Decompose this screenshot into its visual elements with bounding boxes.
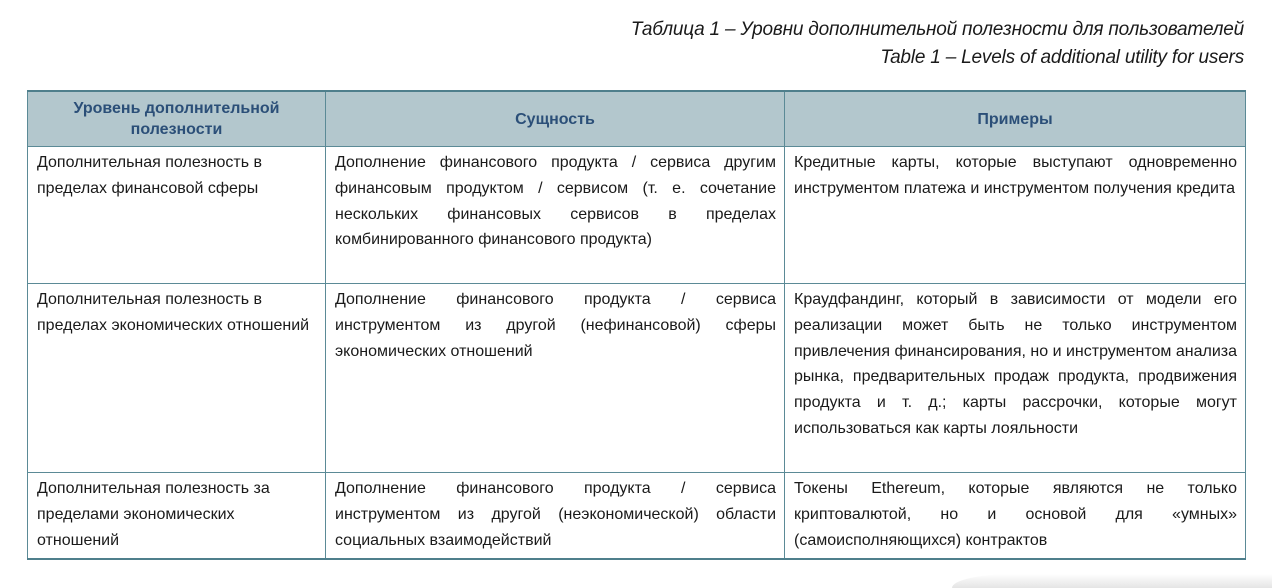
table-row [28,147,1246,284]
header-essence: Сущность [326,91,785,147]
caption-ru: Таблица 1 – Уровни дополнительной полезности для пользователей [630,19,1244,40]
table-row [28,284,1246,473]
header-examples: Примеры [785,91,1246,147]
cell-level: Дополнительная полезность в пределах экономических отношений [28,284,326,473]
page-curl-shadow [952,574,1272,588]
header-level: Уровень дополнительной полезности [28,91,326,147]
cell-examples: Кредитные карты, которые выступают одновременно инструментом платежа и инструментом получения кредита [785,147,1246,284]
utility-levels-table [27,90,1246,560]
table-row [28,473,1246,560]
cell-level: Дополнительная полезность в пределах финансовой сферы [28,147,326,284]
table-header-row [28,91,1246,147]
cell-examples: Краудфандинг, который в зависимости от модели его реализации может быть не только инструментом привлечения финансирования, но и инструментом анализа рынка, предварительных продаж продукта, продвижения продукта и т. д.; карты рассрочки, которые могут использоваться как карты лояльности [785,284,1246,473]
cell-level: Дополнительная полезность за пределами экономических отношений [28,473,326,560]
cell-essence: Дополнение финансового продукта / сервиса другим финансовым продуктом / сервисом (т. е. сочетание нескольких финансовых сервисов в пределах комбинированного финансового продукта) [326,147,785,284]
caption-en: Table 1 – Levels of additional utility for users [880,47,1244,68]
cell-essence: Дополнение финансового продукта / сервиса инструментом из другой (нефинансовой) сферы экономических отношений [326,284,785,473]
table-caption [631,16,1244,72]
cell-examples: Токены Ethereum, которые являются не только криптовалютой, но и основой для «умных» (самоисполняющихся) контрактов [785,473,1246,560]
cell-essence: Дополнение финансового продукта / сервиса инструментом из другой (неэкономической) области социальных взаимодействий [326,473,785,560]
